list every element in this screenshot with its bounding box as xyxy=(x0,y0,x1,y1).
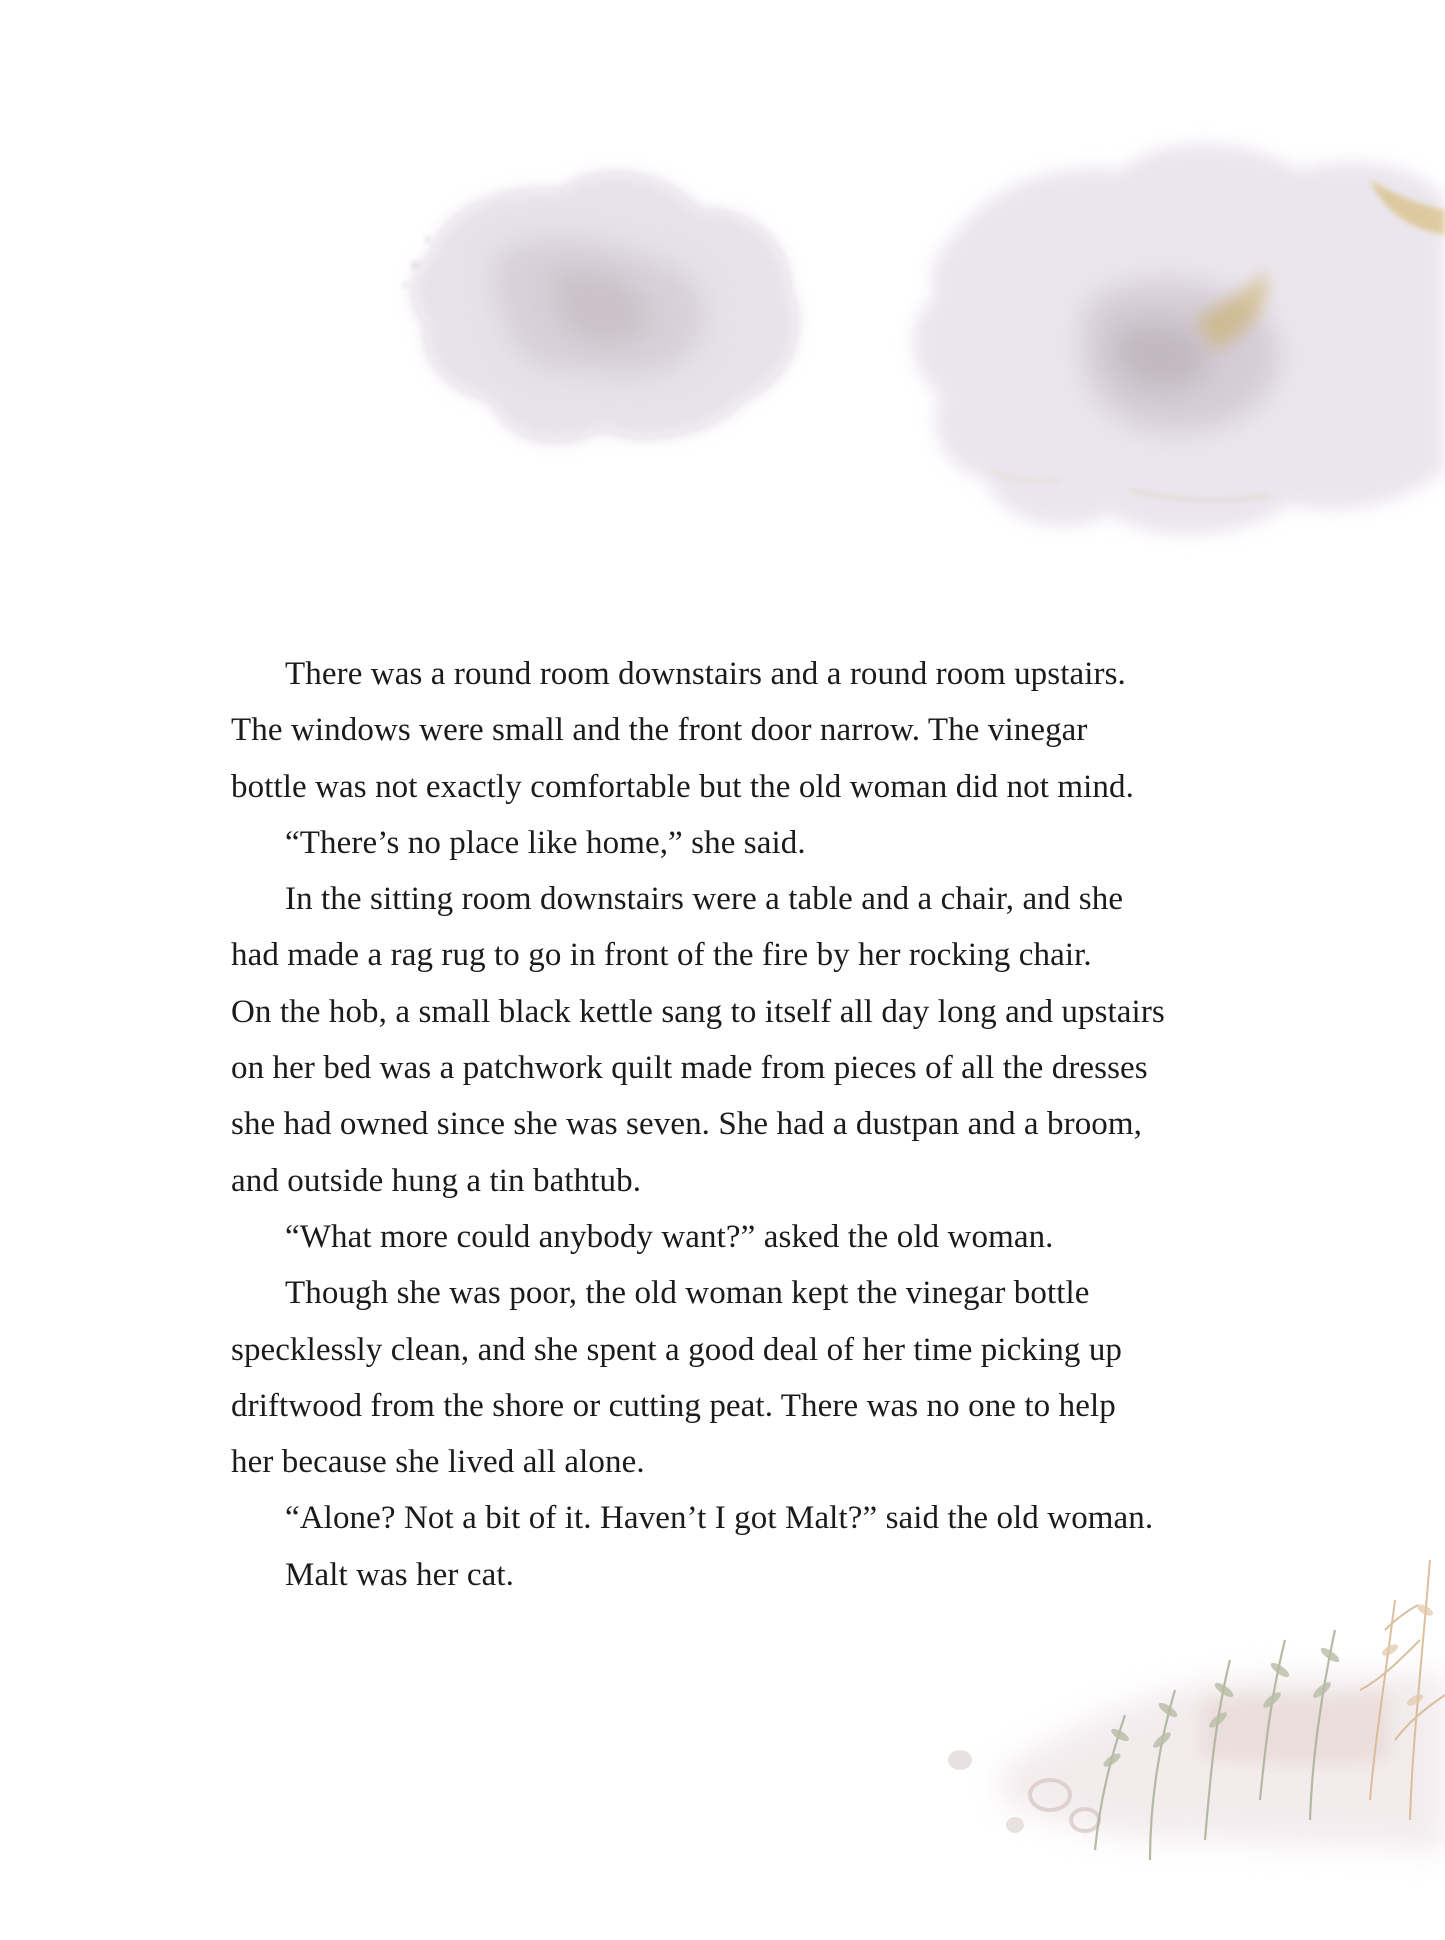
story-line: her because she lived all alone. xyxy=(231,1444,645,1481)
story-line: had made a rag rug to go in front of the fire by her rocking chair. xyxy=(231,937,1092,974)
story-line: she had owned since she was seven. She had a dustpan and a broom, xyxy=(231,1106,1143,1143)
story-line: bottle was not exactly comfortable but the old woman did not mind. xyxy=(231,768,1134,805)
story-line: driftwood from the shore or cutting peat. There was no one to help xyxy=(231,1387,1116,1424)
story-line: and outside hung a tin bathtub. xyxy=(231,1162,642,1199)
story-line: on her bed was a patchwork quilt made from pieces of all the dresses xyxy=(231,1050,1148,1087)
story-line: There was a round room downstairs and a round room upstairs. xyxy=(285,656,1126,692)
story-text xyxy=(231,646,1231,1603)
story-line: In the sitting room downstairs were a table and a chair, and she xyxy=(285,881,1124,918)
story-line: “Alone? Not a bit of it. Haven’t I got Malt?” said the old woman. xyxy=(285,1500,1154,1537)
story-line: specklessly clean, and she spent a good deal of her time picking up xyxy=(231,1331,1123,1368)
story-line: “There’s no place like home,” she said. xyxy=(285,824,806,861)
grass-illustration-icon xyxy=(948,1560,1445,1860)
right-cloud-icon xyxy=(913,144,1445,535)
story-line: “What more could anybody want?” asked the old woman. xyxy=(285,1218,1054,1255)
left-cloud-icon xyxy=(402,173,798,443)
story-line: Though she was poor, the old woman kept the vinegar bottle xyxy=(285,1275,1090,1312)
story-line: On the hob, a small black kettle sang to itself all day long and upstairs xyxy=(231,993,1165,1030)
story-line: Malt was her cat. xyxy=(285,1556,514,1593)
story-line: The windows were small and the front door narrow. The vinegar xyxy=(231,712,1088,749)
